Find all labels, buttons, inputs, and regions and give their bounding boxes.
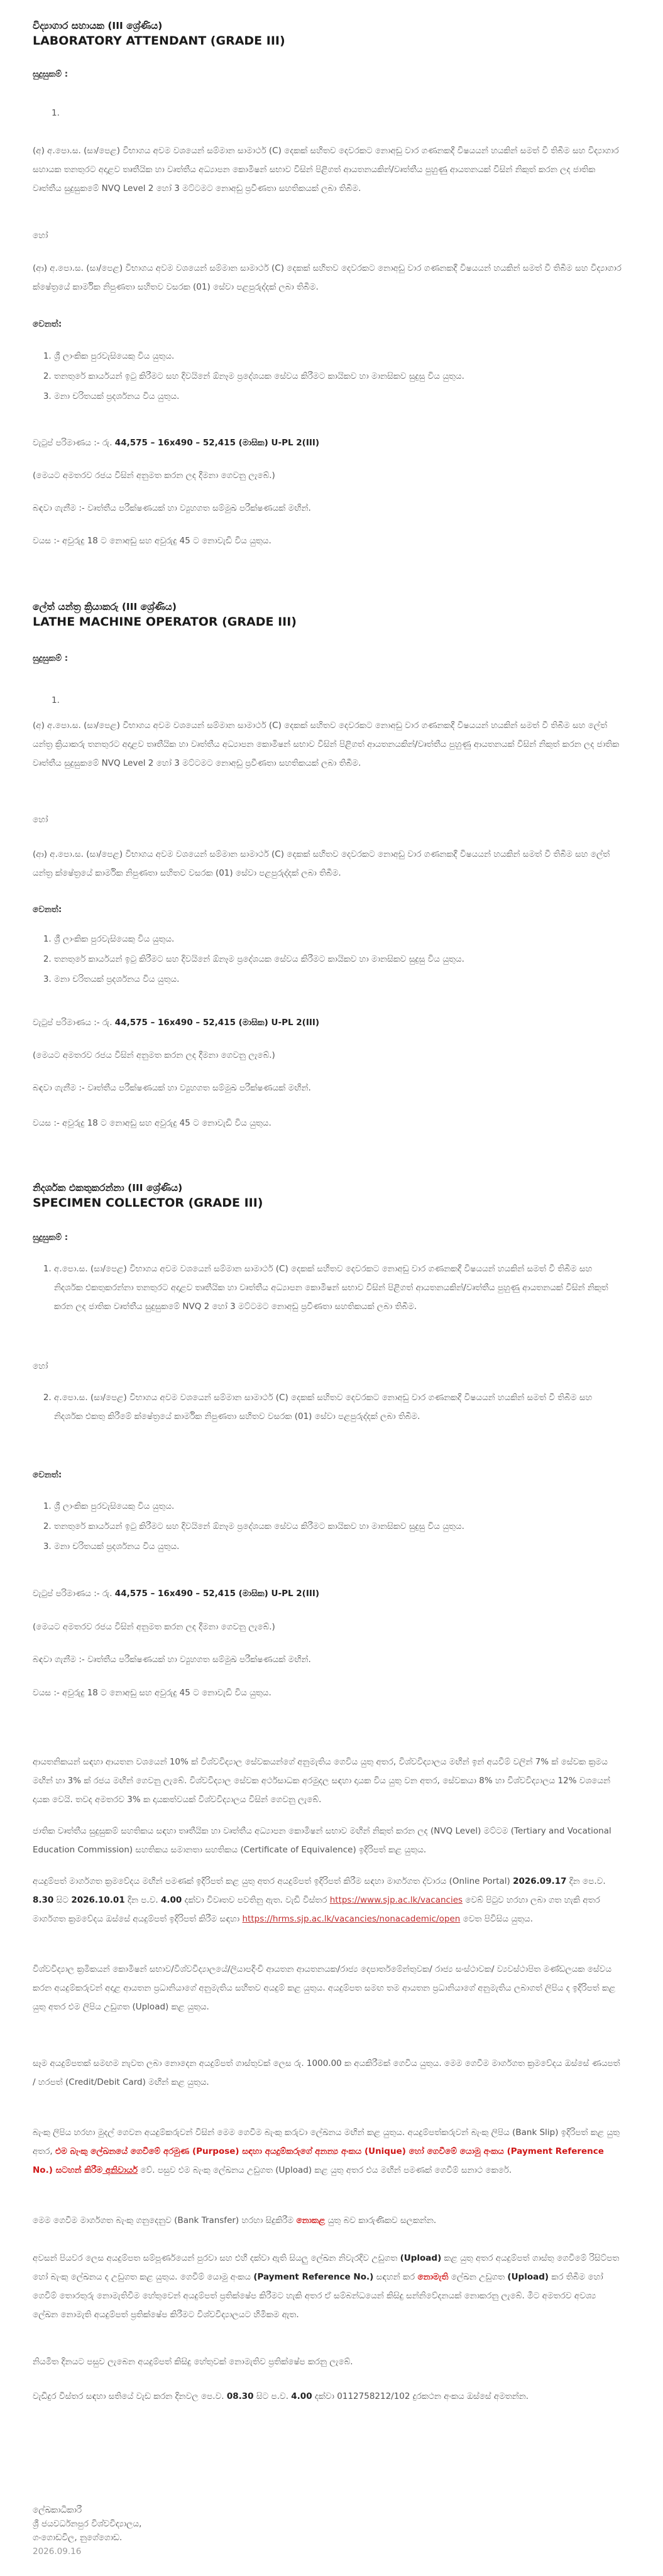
requirement-item: 1. ශ්‍රී ලාංකික පුරවැසියෙකු විය යුතුය. [54, 930, 645, 948]
requirement-item: 3. මනා චරිතයක් ප්‍රදර්ශනය විය යුතුය. [54, 970, 645, 989]
section-title-en: LABORATORY ATTENDANT (GRADE III) [33, 34, 285, 48]
requirement-item: 1. ශ්‍රී ලාංකික පුරවැසියෙකු විය යුතුය. [54, 347, 645, 366]
contact-paragraph: වැඩිදුර විස්තර සඳහා සතියේ වැඩ කරන දිනවල පෙ.ව. 08.30 සිට ප.ව. 4.00 දක්වා 0112758212/102 දුරකථන අංකය ඔස්සේ අමතන්න. [33, 2391, 529, 2401]
salary-label: වැටුප් පරිමාණය :- රු. [33, 1589, 112, 1599]
requirement-item: 3. මනා චරිතයක් ප්‍රදර්ශනය විය යුතුය. [54, 387, 645, 406]
section-title-en: LATHE MACHINE OPERATOR (GRADE III) [33, 615, 297, 629]
other-requirements-label: වෙනත්: [33, 319, 62, 329]
qualifications-label: සුදුසුකම් : [33, 1232, 68, 1242]
section-lathe-machine-operator [33, 600, 623, 630]
salary-scale [33, 433, 623, 452]
section-title-si: විද්‍යාගාර සහායක (III ශ්‍රේණිය) [33, 20, 163, 31]
qualification-option-b-list [33, 1388, 620, 1427]
employed-applicants-paragraph: විශ්වවිද්‍යාල ක්‍රමිකයන් කොමිෂන් සභාව/විශ්වවිද්‍යාලයේ/ලියාපදිංචි ආයතන ආයතනයක/රාජ්‍ය දෙපාර්තමේන්තුවක/ රාජ්‍ය සංස්ථාවක/ ව්‍යවස්ථාපිත මණ්ඩලයක සේවය කරන අයදුම්කරුවන් අදාළ ආයතන ප්‍රධානියාගේ අනුමැතිය සහිතව අයදුම් කළ යුතුය. අයදුම්පත සමඟ තම ආයතන ප්‍රධානියාගේ අනුමැතිය ලබාගත් ලිපිය ද ඉදිරිපත් කළ යුතු අතර එම ලිපිය උඩුගත (Upload) කළ යුතුය. [33, 1964, 616, 2012]
section-title-en: SPECIMEN COLLECTOR (GRADE III) [33, 1196, 263, 1210]
salary-scale [33, 1013, 623, 1032]
age-limit: වයස :- අවුරුදු 18 ට නොඅඩු සහ අවුරුදු 45 ට නොවැඩි විය යුතුය. [33, 1118, 271, 1128]
qualifications-label: සුදුසුකම් : [33, 653, 68, 663]
pension-paragraph: ආයතනිකයන් සඳහා ආයතන වශයෙන් 10% ක් විශ්වවිද්‍යාල සේවකයන්ගේ අනුමැතිය ගෙවිය යුතු අතර, විශ්වවිද්‍යාලය මඟින් ඉන් අයවීම් වලින් 7% ක් සේවක ක්‍රමය මඟින් හා 3% ක් රජය මඟින් ගෙවනු ලැබේ. විශ්වවිද්‍යාල සේවක අර්ථසාධක අරමුදල සඳහා දායක විය යුතු වන අතර, සේවකයා 8% හා විශ්වවිද්‍යාලය 12% වශයෙන් දායක වෙයි. තවද අමතරව 3% ක දායකත්වයක් විශ්වවිද්‍යාලය විසින් ගෙවනු ලැබේ. [33, 1757, 611, 1805]
other-requirements-list [33, 1497, 645, 1557]
salary-label: වැටුප් පරිමාණය :- රු. [33, 1018, 112, 1028]
hrms-portal-link[interactable]: https://hrms.sjp.ac.lk/vacancies/nonacademic/open [242, 1914, 461, 1924]
salary-note: (මෙයට අමතරව රජය විසින් අනුමත කරන ලද දීමනා ගෙවනු ලැබේ.) [33, 470, 275, 481]
qualification-option-b: (ආ) අ.පො.ස. (සා/පෙළ) විභාගය අවම වශයෙන් සම්මාන සාමාර්ථ (C) දෙකක් සහිතව දෙවරකට නොඅඩු වාර ගණනකදී විෂයයන් හයකින් සමත් වී තිබීම සහ ලේත් යන්ත්‍ර ක්ෂේත්‍රයේ කාර්මික නිපුණතා සහිතව වසරක (01) සේවා පළපුරුද්දක් ලබා තිබීම. [33, 849, 610, 878]
section-laboratory-attendant [33, 19, 623, 49]
salary-note: (මෙයට අමතරව රජය විසින් අනුමත කරන ලද දීමනා ගෙවනු ලැබේ.) [33, 1622, 275, 1632]
salary-scale [33, 1584, 623, 1603]
open-date: 2026.09.17 [513, 1876, 567, 1886]
signatory-title: ලේඛකාධිකාරී [33, 2505, 82, 2515]
qualification-option-b: (ආ) අ.පො.ස. (සා/පෙළ) විභාගය අවම වශයෙන් සම්මාන සාමාර්ථ (C) දෙකක් සහිතව දෙවරකට නොඅඩු වාර ගණනකදී විෂයයන් හයකින් සමත් වී තිබීම සහ විද්‍යාගාර ක්ෂේත්‍රයේ කාර්මික නිපුණතා සහිතව වසරක (01) සේවා පළපුරුද්දක් ලබා තිබීම. [33, 263, 622, 292]
nvq-paragraph: ජාතික වෘත්තීය සුදුසුකම් සහතිකය සඳහා තෘතීයික හා වෘත්තීය අධ්‍යාපන කොමිෂන් සභාව මඟින් නිකුත් කරන ලද (NVQ Level) මට්ටම (Tertiary and Vocational Education Commission) සහතිකය සමානතා සහතිකය (Certificate of Equivalence) ඉදිරිපත් කළ යුතුය. [33, 1826, 611, 1855]
qualifications-label: සුදුසුකම් : [33, 69, 68, 79]
requirement-item: 2. තනතුරේ කාර්යයන් ඉටු කිරීමට සහ දිවයිනේ ඕනෑම ප්‍රදේශයක සේවය කිරීමට කායිකව හා මානසිකව සුදුසු විය යුතුය. [54, 1517, 645, 1536]
qualification-item-number: 1. [52, 108, 60, 118]
section-title-si: නිදර්ශක එකතුකරන්නා (III ශ්‍රේණිය) [33, 1182, 183, 1193]
vacancies-link[interactable]: https://www.sjp.ac.lk/vacancies [329, 1895, 463, 1905]
qualification-option-a-list [33, 1259, 620, 1317]
bank-transfer-paragraph: මෙම ගෙවීම මාර්ගගත බැංකු ගනුදෙනුව (Bank Transfer) හරහා සිදුකිරීම නොකළ යුතු බව කාරුණිකව සලකන්න. [33, 2215, 437, 2225]
qualification-option-b: 2. අ.පො.ස. (සා/පෙළ) විභාගය අවම වශයෙන් සම්මාන සාමාර්ථ (C) දෙකක් සහිතව දෙවරකට නොඅඩු වාර ගණනකදී විෂයයන් හයකින් සමත් වී තිබීම සහ නිදර්ශක එකතු කිරීමේ ක්ෂේත්‍රයේ කාර්මික නිපුණතා සහිතව වසරක (01) සේවා පළපුරුද්දක් ලබා තිබීම. [54, 1388, 620, 1426]
qualification-option-a: 1. අ.පො.ස. (සා/පෙළ) විභාගය අවම වශයෙන් සම්මාන සාමාර්ථ (C) දෙකක් සහිතව දෙවරකට නොඅඩු වාර ගණනකදී විෂයයන් හයකින් සමත් වී තිබීම සහ නිදර්ශක එකතුකරන්නා තනතුරට අදාළව තෘතීයික හා වෘත්තීය අධ්‍යාපන කොමිෂන් සභාව විසින් පිළිගත් ආයතනයකින්/වෘත්තීය පුහුණු ආයතනයක් විසින් නිකුත් කරන ලද ජාතික වෘත්තීය සුදුසුකමේ NVQ 2 හෝ 3 මට්ටමට නොඅඩු ප්‍රවීණතා සහතිකයක් ලබා තිබීම. [54, 1259, 620, 1316]
requirement-item: 2. තනතුරේ කාර්යයන් ඉටු කිරීමට සහ දිවයිනේ ඕනෑම ප්‍රදේශයක සේවය කිරීමට කායිකව හා මානසිකව සුදුසු විය යුතුය. [54, 367, 645, 386]
recruitment-method: බඳවා ගැනීම :- වෘත්තීය පරීක්ෂණයක් හා ව්‍යුහගත සම්මුඛ පරීක්ෂණයක් මඟින්. [33, 1083, 311, 1093]
bank-slip-paragraph: බැංකු ලිපිය හරහා මුදල් ගෙවන අයදුම්කරුවන් විසින් මෙම ගෙවීම බැංකු කරුවා ලේඛනය මඟින් කළ යුතුය. අයදුම්පත්කරුවන් බැංකු ලිපිය (Bank Slip) ඉදිරිපත් කළ යුතු අතර, එම බැංකු ලේඛනයේ ගෙවීමේ අරමුණ (Purpose) සඳහා අයදුම්කරුගේ අනන්‍ය අංකය (Unique) හෝ ගෙවීමේ යොමු අංකය (Payment Reference No.) සටහන් කිරීම අනිවාර්ය වේ. පසුව එම බැංකු ලේඛනය උඩුගත (Upload) කළ යුතු අතර එය මඟින් පමණක් ගෙවීම් සනාථ කෙරේ. [33, 2128, 620, 2175]
qualification-option-a: (අ) අ.පො.ස. (සා/පෙළ) විභාගය අවම වශයෙන් සම්මාන සාමාර්ථ (C) දෙකක් සහිතව දෙවරකට නොඅඩු වාර ගණනකදී විෂයයන් හයකින් සමත් වී තිබීම සහ විද්‍යාගාර සහායක තනතුරට අදාළව තෘතීයික හා වෘත්තීය අධ්‍යාපන කොමිෂන් සභාව විසින් පිළිගත් ආයතනයකින්/වෘත්තීය පුහුණු ආයතනයක් විසින් නිකුත් කරන ලද ජාතික වෘත්තීය සුදුසුකමේ NVQ Level 2 හෝ 3 මට්ටමට නොඅඩු ප්‍රවීණතා සහතිකයක් ලබා තිබීම. [33, 146, 619, 193]
requirement-item: 2. තනතුරේ කාර්යයන් ඉටු කිරීමට සහ දිවයිනේ ඕනෑම ප්‍රදේශයක සේවය කිරීමට කායිකව හා මානසිකව සුදුසු විය යුතුය. [54, 950, 645, 969]
final-step-paragraph: අවසන් පියවර ලෙස අයදුම්පත සම්පූර්ණයෙන් පුරවා සහ එහි දක්වා ඇති සියලු ලේඛන නිවැරදිව උඩුගත (Upload) කළ යුතු අතර අයදුම්පත් ගාස්තු ගෙවීමේ රිසිට්පත හෝ බැංකු ලේඛනය ද උඩුගත කළ යුතුය. ගෙවීම් යොමු අංකය (Payment Reference No.) සඳහන් කර නොමැති ලේඛන උඩුගත (Upload) කර තිබීම හෝ ගෙවීම් තොරතුරු නොමැතිවීම හේතුවෙන් අයදුම්පත් ප්‍රතික්ෂේප කිරීමට හැකි අතර ඒ සම්බන්ධයෙන් කිසිදු සන්නිවේදනයක් නොකරනු ලැබේ. මීට අමතරව අවශ්‍ය ලේඛන නොමැති අයදුම්පත් ප්‍රතික්ෂේප කිරීමට විශ්වවිද්‍යාලයට හිමිකම ඇත. [33, 2253, 620, 2320]
other-requirements-label: වෙනත්: [33, 1470, 62, 1480]
close-date: 2026.10.01 [71, 1895, 125, 1905]
age-limit: වයස :- අවුරුදු 18 ට නොඅඩු සහ අවුරුදු 45 ට නොවැඩි විය යුතුය. [33, 1688, 271, 1698]
other-requirements-label: වෙනත්: [33, 905, 62, 915]
signature-block [33, 2503, 623, 2558]
salary-value: 44,575 – 16x490 – 52,415 (මාසික) U-PL 2(III) [114, 438, 320, 448]
application-period-paragraph: අයදුම්පත් මාර්ගගත ක්‍රමවේදය මඟින් පමණක් ඉදිරිපත් කළ යුතු අතර අයදුම්පත් ඉදිරිපත් කිරීම සඳහා මාර්ගගත ද්වාරය (Online Portal) 2026.09.17 දින පෙ.ව. 8.30 සිට 2026.10.01 දින ප.ව. 4.00 දක්වා විවෘතව පවතිනු ඇත. වැඩි විස්තර https://www.sjp.ac.lk/vacancies වෙබ් පිටුව හරහා ලබා ගත හැකි අතර මාර්ගගත ක්‍රමවේදය ඔස්සේ අයදුම්පත් ඉදිරිපත් කිරීම සඳහා https://hrms.sjp.ac.lk/vacancies/nonacademic/open වෙත පිවිසිය යුතුය. [33, 1876, 606, 1924]
qualification-item-number: 1. [52, 695, 60, 705]
recruitment-method: බඳවා ගැනීම :- වෘත්තීය පරීක්ෂණයක් හා ව්‍යුහගත සම්මුඛ පරීක්ෂණයක් මඟින්. [33, 503, 311, 513]
or-separator: හෝ [33, 815, 48, 825]
signatory-org: ශ්‍රී ජයවර්ධනපුර විශ්වවිද්‍යාලය, [33, 2519, 142, 2529]
age-limit: වයස :- අවුරුදු 18 ට නොඅඩු සහ අවුරුදු 45 ට නොවැඩි විය යුතුය. [33, 536, 271, 546]
salary-value: 44,575 – 16x490 – 52,415 (මාසික) U-PL 2(III) [114, 1589, 320, 1599]
signature-date: 2026.09.16 [33, 2546, 82, 2557]
late-applications-paragraph: නියමිත දිනයට පසුව ලැබෙන අයදුම්පත් කිසිදු හේතුවක් නොමැතිව ප්‍රතික්ෂේප කරනු ලැබේ. [33, 2357, 353, 2367]
other-requirements-list [33, 930, 645, 990]
requirement-item: 3. මනා චරිතයක් ප්‍රදර්ශනය විය යුතුය. [54, 1537, 645, 1556]
section-title-si: ලේත් යන්ත්‍ර ක්‍රියාකරු (III ශ්‍රේණිය) [33, 601, 177, 612]
recruitment-method: බඳවා ගැනීම :- වෘත්තීය පරීක්ෂණයක් හා ව්‍යුහගත සම්මුඛ පරීක්ෂණයක් මඟින්. [33, 1655, 311, 1665]
or-separator: හෝ [33, 1361, 48, 1371]
or-separator: හෝ [33, 231, 48, 241]
salary-note: (මෙයට අමතරව රජය විසින් අනුමත කරන ලද දීමනා ගෙවනු ලැබේ.) [33, 1050, 275, 1060]
application-fee-paragraph: සෑම අයදුම්පතක් සමඟම නැවත ලබා නොදෙන අයදුම්පත් ගාස්තුවක් ලෙස රු. 1000.00 ක අයකිරීමක් ගෙවිය යුතුය. මෙම ගෙවීම මාර්ගගත ක්‍රමවේදය ඔස්සේ ණයපත් / හරපත් (Credit/Debit Card) මඟින් කළ යුතුය. [33, 2058, 620, 2087]
salary-label: වැටුප් පරිමාණය :- රු. [33, 438, 112, 448]
qualification-option-a: (අ) අ.පො.ස. (සා/පෙළ) විභාගය අවම වශයෙන් සම්මාන සාමාර්ථ (C) දෙකක් සහිතව දෙවරකට නොඅඩු වාර ගණනකදී විෂයයන් හයකින් සමත් වී තිබීම සහ ලේත් යන්ත්‍ර ක්‍රියාකරු තනතුරට අදාළව තෘතීයික හා වෘත්තීය අධ්‍යාපන කොමිෂන් සභාව විසින් පිළිගත් ආයතනයකින්/වෘත්තීය පුහුණු ආයතනයක් විසින් නිකුත් කරන ලද ජාතික වෘත්තීය සුදුසුකමේ NVQ Level 2 හෝ 3 මට්ටමට නොඅඩු ප්‍රවීණතා සහතිකයක් ලබා තිබීම. [33, 720, 620, 768]
section-specimen-collector [33, 1181, 623, 1211]
other-requirements-list [33, 347, 645, 407]
signatory-place: ගංගොඩවිල, නුගේගොඩ. [33, 2533, 123, 2543]
requirement-item: 1. ශ්‍රී ලාංකික පුරවැසියෙකු විය යුතුය. [54, 1497, 645, 1516]
salary-value: 44,575 – 16x490 – 52,415 (මාසික) U-PL 2(III) [114, 1018, 320, 1028]
